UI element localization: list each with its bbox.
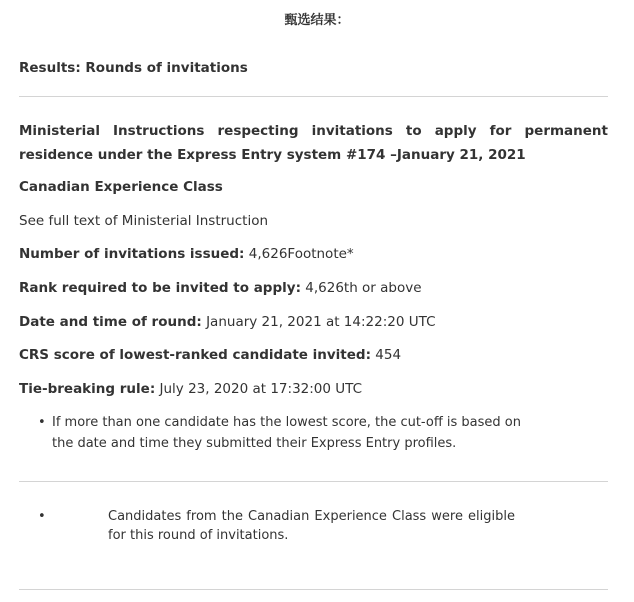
footnote bbox=[38, 507, 518, 545]
rank-value: 4,626th or above bbox=[300, 280, 422, 296]
tie-label: Tie-breaking rule: bbox=[19, 381, 156, 397]
round-datetime bbox=[19, 314, 436, 330]
divider bbox=[19, 96, 608, 97]
tie-note bbox=[38, 412, 528, 454]
full-text-link[interactable]: See full text of Ministerial Instruction bbox=[19, 213, 269, 229]
datetime-label: Date and time of round: bbox=[19, 314, 202, 330]
bullet-icon: • bbox=[38, 415, 46, 430]
invitations-value: 4,626Footnote* bbox=[244, 246, 354, 262]
footnote-text: Candidates from the Canadian Experience Class were eligible for this round of invitations. bbox=[108, 509, 515, 543]
divider bbox=[19, 481, 608, 482]
invitations-issued bbox=[19, 246, 354, 262]
crs-label: CRS score of lowest-ranked candidate invited: bbox=[19, 347, 371, 363]
tie-value: July 23, 2020 at 17:32:00 UTC bbox=[155, 381, 363, 397]
page-header: 甄选结果： bbox=[284, 13, 350, 28]
program-name: Canadian Experience Class bbox=[19, 179, 223, 195]
results-heading: Results: Rounds of invitations bbox=[19, 60, 248, 76]
crs-value: 454 bbox=[370, 347, 402, 363]
crs-score bbox=[19, 347, 401, 363]
tie-note-text: If more than one candidate has the lowest score, the cut-off is based on the date and time they submitted their Express Entry profiles. bbox=[52, 415, 521, 451]
invitations-label: Number of invitations issued: bbox=[19, 246, 245, 262]
bullet-icon: • bbox=[38, 509, 46, 524]
rank-label: Rank required to be invited to apply: bbox=[19, 280, 301, 296]
divider bbox=[19, 589, 608, 590]
tie-breaking-rule bbox=[19, 381, 362, 397]
datetime-value: January 21, 2021 at 14:22:20 UTC bbox=[201, 314, 436, 330]
rank-required bbox=[19, 280, 422, 296]
instruction-title: Ministerial Instructions respecting invitations to apply for permanent residence under the Express Entry system #174 –January 21, 2021 bbox=[19, 123, 608, 163]
